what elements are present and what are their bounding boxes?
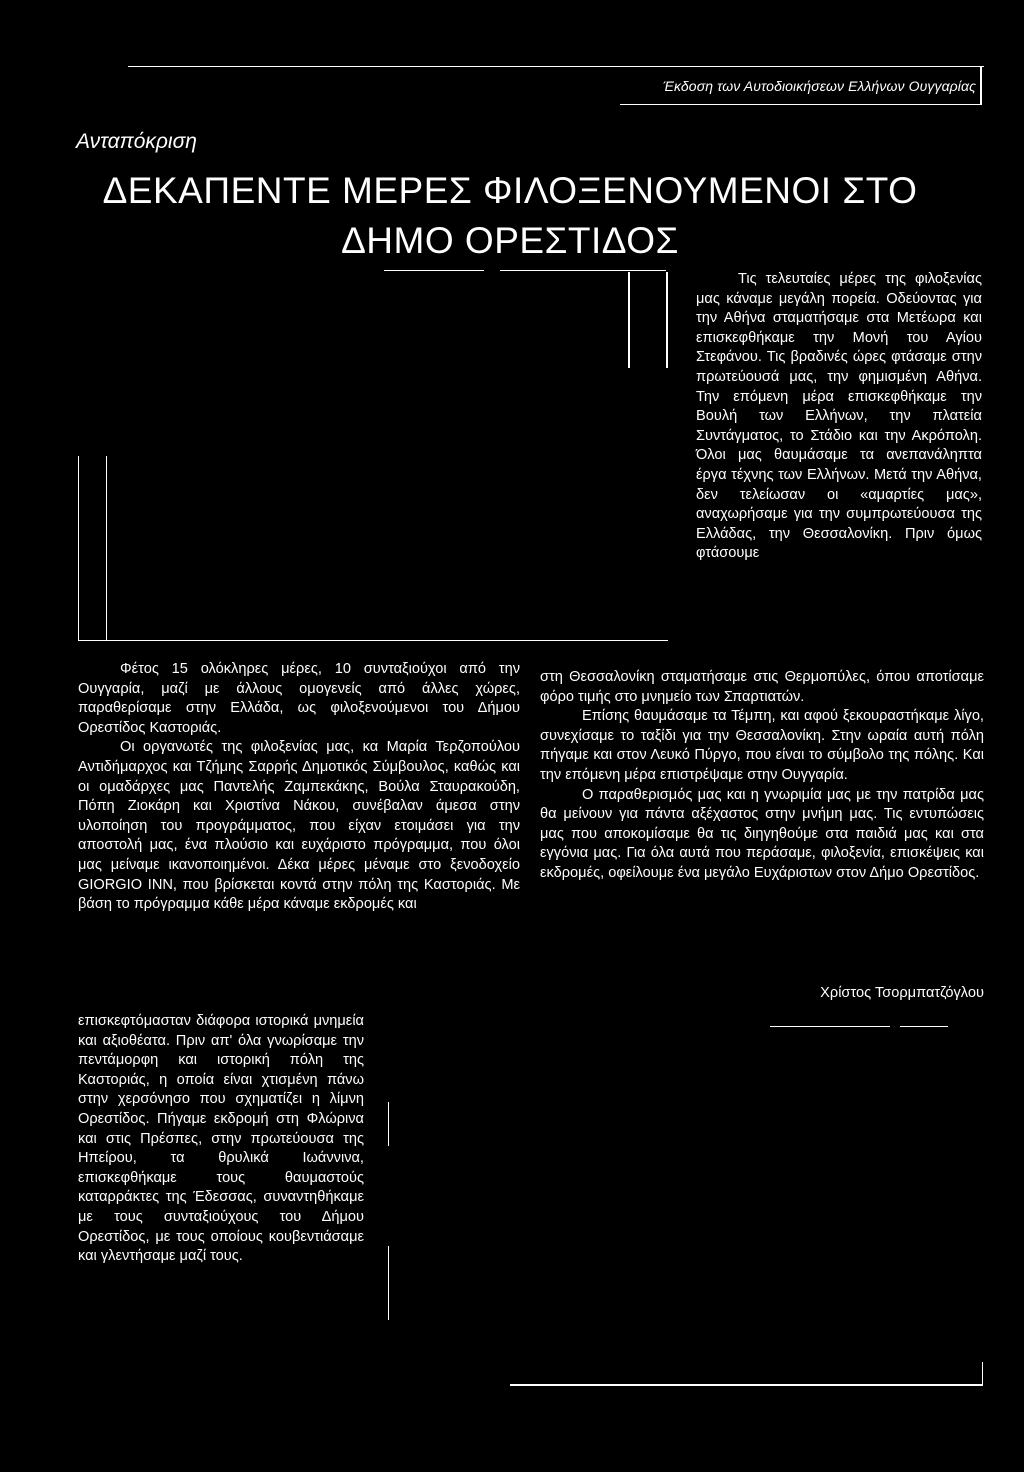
inset-rule-a xyxy=(388,1102,389,1146)
excursions-paragraph: επισκεφτόμασταν διάφορα ιστορικά μνημεία και αξιοθέατα. Πριν απ' όλα γνωρίσαμε την πεντάμορφη και ιστορική πόλη της Καστοριάς, η οποία είναι χτισμένη πάνω στην χερσόνησο που σχηματίζει η λίμνη Ορεστίδος. Πήγαμε εκδρομή στη Φλώρινα και στις Πρέσπες, στην πρωτεύουσα της Ηπείρου, τα θρυλικά Ιωάννινα, επισκεφθήκαμε τους θαυμαστούς καταρράκτες της Έδεσσας, συναντηθήκαμε με τους συνταξιούχους του Δήμου Ορεστίδος, με τους οποίους κουβεντιάσαμε και γλεντήσαμε μαζί τους. xyxy=(78,1013,364,1265)
author-signature: Χρίστος Τσορμπατζόγλου xyxy=(820,985,984,1001)
inset-rule-b xyxy=(388,1246,389,1320)
photo-top-rule-left xyxy=(384,270,484,271)
photo-left-edge-a xyxy=(78,456,79,640)
publication-name: Έκδοση των Αυτοδιοικήσεων Ελλήνων Ουγγαρίας xyxy=(662,78,976,94)
photo-left-edge-b xyxy=(106,456,107,640)
right-column-top xyxy=(696,270,982,564)
left-column-lower xyxy=(78,1012,364,1267)
end-rule-a xyxy=(770,1026,890,1027)
bottom-rule-end xyxy=(982,1362,983,1386)
intro-paragraph: Φέτος 15 ολόκληρες μέρες, 10 συνταξιούχοι από την Ουγγαρία, μαζί με άλλους ομογενείς από άλλες χώρες, παραθερίσαμε στην Ελλάδα, ως φιλοξενούμενοι του Δήμου Ορεστίδος Καστοριάς. xyxy=(78,661,520,736)
title-line-1: ΔΕΚΑΠΕΝΤΕ ΜΕΡΕΣ ΦΙΛΟΞΕΝΟΥΜΕΝΟΙ ΣΤΟ xyxy=(102,170,918,211)
right-top-paragraph: Τις τελευταίες μέρες της φιλοξενίας μας κάναμε μεγάλη πορεία. Οδεύοντας για την Αθήνα σταματήσαμε στα Μετέωρα και επισκεφθήκαμε την Μονή του Αγίου Στεφάνου. Τις βραδινές ώρες φτάσαμε στην πρωτεύουσά μας, την φημισμένη Αθήνα. Την επόμενη μέρα επισκεφθήκαμε την Βουλή των Ελλήνων, την πλατεία Συντάγματος, το Στάδιο και την Ακρόπολη. Όλοι μας θαυμάσαμε τα ανεπανάληπτα έργα τέχνης των Ελλήνων. Μετά την Αθήνα, δεν τελείωσαν οι «αμαρτίες μας», αναχωρήσαμε για την συμπρωτεύουσα της Ελλάδας, την Θεσσαλονίκη. Πριν όμως φτάσουμε xyxy=(696,271,982,562)
bottom-rule xyxy=(510,1384,982,1386)
photo-right-edge-a xyxy=(628,272,630,368)
photo-right-edge-b xyxy=(666,272,668,368)
article-title xyxy=(60,166,960,266)
title-line-2: ΔΗΜΟ ΟΡΕΣΤΙΔΟΣ xyxy=(341,220,679,261)
thessaloniki-paragraph: στη Θεσσαλονίκη σταματήσαμε στις Θερμοπύλες, όπου αποτίσαμε φόρο τιμής στο μνημείο των Σπαρτιατών. xyxy=(540,669,984,705)
photo-bottom-rule xyxy=(78,640,668,641)
organizers-paragraph: Οι οργανωτές της φιλοξενίας μας, κα Μαρία Τερζοπούλου Αντιδήμαρχος και Τζήμης Σαρρής Δημοτικός Σύμβουλος, καθώς και οι ομαδάρχες μας Παντελής Ζαμπεκάκης, Βούλα Σταυρακούδη, Πόπη Ζιοκάρη και Χριστίνα Νάκου, συνέβαλαν άμεσα στην υλοποίηση του προγράμματος, που είχαν ετοιμάσει για την αποστολή μας, ένα πλούσιο και ευχάριστο πρόγραμμα, που όλοι μας μείναμε ικανοποιημένοι. Δέκα μέρες μέναμε στο ξενοδοχείο GIORGIO INN, που βρίσκεται κοντά στην πόλη της Καστοριάς. Με βάση το πρόγραμμα κάθε μέρα κάναμε εκδρομές και xyxy=(78,739,520,913)
closing-paragraph: Ο παραθερισμός μας και η γνωριμία μας με την πατρίδα μας θα μείνουν για πάντα αξέχαστος στην μνήμη μας. Τις εντυπώσεις μας που αποκομίσαμε θα τις διηγηθούμε στα παιδιά μας και στα εγγόνια μας. Για όλα αυτά που περάσαμε, φιλοξενία, επισκέψεις και εκδρομές, οφείλουμε ένα μεγάλο Ευχάριστων στον Δήμο Ορεστίδος. xyxy=(540,786,984,881)
photo-area xyxy=(78,270,668,642)
tempi-paragraph: Επίσης θαυμάσαμε τα Τέμπη, και αφού ξεκουραστήκαμε λίγο, συνεχίσαμε το ταξίδι για την Θεσσαλονίκη. Στην ωραία αυτή πόλη πήγαμε και στον Λευκό Πύργο, που είναι το σύμβολο της πόλης. Και την επόμενη μέρα επιστρέψαμε στην Ουγγαρία. xyxy=(540,708,984,783)
left-column-main xyxy=(78,660,520,915)
photo-top-rule-right xyxy=(500,270,666,271)
section-label: Ανταπόκριση xyxy=(76,130,197,153)
right-column-main xyxy=(540,668,984,884)
end-rule-b xyxy=(900,1026,948,1027)
